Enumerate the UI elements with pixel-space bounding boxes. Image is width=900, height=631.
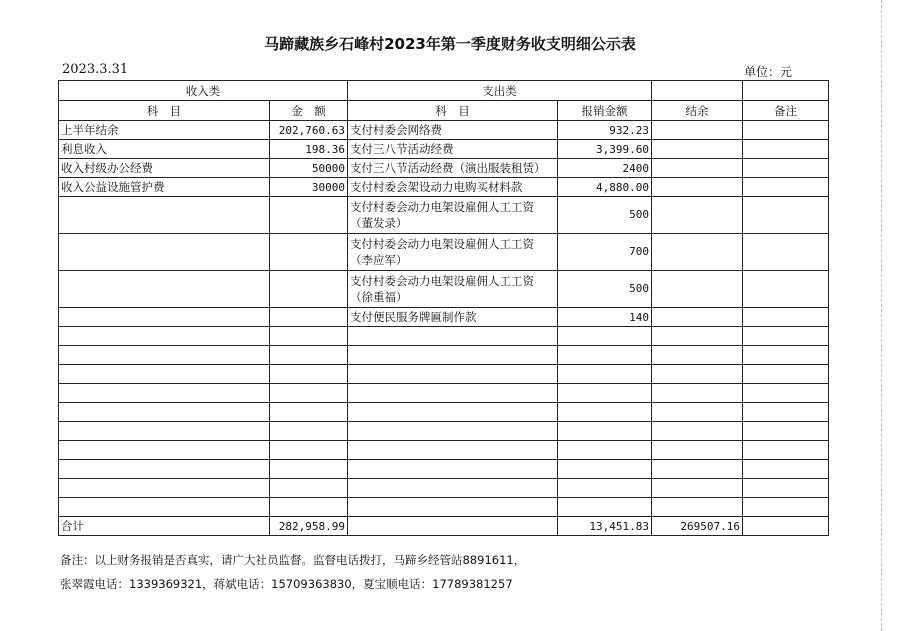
total-remark xyxy=(743,517,829,536)
empty-row xyxy=(59,460,829,479)
expense-amount: 3,399.60 xyxy=(558,140,652,159)
currency-unit: 单位：元 xyxy=(744,65,793,79)
income-item xyxy=(59,271,270,308)
empty-row xyxy=(59,403,829,422)
income-amount: 50000 xyxy=(270,159,348,178)
expense-amount: 2400 xyxy=(558,159,652,178)
income-amount: 198.36 xyxy=(270,140,348,159)
expense-item: 支付村委会网络费 xyxy=(348,121,558,140)
income-item xyxy=(59,234,270,271)
reimburse-amount-header: 报销金额 xyxy=(558,101,652,121)
expense-amount: 500 xyxy=(558,197,652,234)
remark-cell xyxy=(743,234,829,271)
empty-header-cell xyxy=(743,81,829,101)
expense-item: 支付村委会动力电架设雇佣人工工资（董发录） xyxy=(348,197,558,234)
income-amount xyxy=(270,308,348,327)
total-income-amount: 282,958.99 xyxy=(270,517,348,536)
expense-item: 支付三八节活动经费（演出服装租赁） xyxy=(348,159,558,178)
balance-cell xyxy=(652,197,743,234)
income-item: 收入村级办公经费 xyxy=(59,159,270,178)
expense-item: 支付村委会动力电架设雇佣人工工资（徐重福） xyxy=(348,271,558,308)
balance-cell xyxy=(652,159,743,178)
table-row xyxy=(59,159,829,178)
empty-row xyxy=(59,498,829,517)
total-balance: 269507.16 xyxy=(652,517,743,536)
remark-cell xyxy=(743,178,829,197)
income-item: 上半年结余 xyxy=(59,121,270,140)
total-expense-amount: 13,451.83 xyxy=(558,517,652,536)
table-row xyxy=(59,140,829,159)
table-row xyxy=(59,121,829,140)
table-row xyxy=(59,197,829,234)
expense-amount: 700 xyxy=(558,234,652,271)
expense-header: 支出类 xyxy=(348,81,652,101)
income-item xyxy=(59,197,270,234)
remark-cell xyxy=(743,197,829,234)
income-item xyxy=(59,308,270,327)
remark-cell xyxy=(743,121,829,140)
income-amount xyxy=(270,271,348,308)
expense-item: 支付村委会架设动力电购买材料款 xyxy=(348,178,558,197)
income-item: 利息收入 xyxy=(59,140,270,159)
income-item: 收入公益设施管护费 xyxy=(59,178,270,197)
remark-cell xyxy=(743,159,829,178)
balance-cell xyxy=(652,140,743,159)
balance-cell xyxy=(652,178,743,197)
note-line-1: 备注：以上财务报销是否真实，请广大社员监督。监督电话拨打，马蹄乡经管站8891611， xyxy=(60,553,526,567)
note-line-2: 张翠霞电话：1339369321，蒋斌电话：15709363830，夏宝顺电话：17789381257 xyxy=(60,577,513,591)
balance-cell xyxy=(652,234,743,271)
expense-amount: 932.23 xyxy=(558,121,652,140)
income-amount xyxy=(270,197,348,234)
empty-row xyxy=(59,346,829,365)
expense-amount: 500 xyxy=(558,271,652,308)
income-amount: 202,760.63 xyxy=(270,121,348,140)
expense-item-header: 科 目 xyxy=(348,101,558,121)
expense-item: 支付三八节活动经费 xyxy=(348,140,558,159)
table-row xyxy=(59,271,829,308)
table-row xyxy=(59,308,829,327)
balance-cell xyxy=(652,121,743,140)
income-item-header: 科 目 xyxy=(59,101,270,121)
balance-cell xyxy=(652,271,743,308)
empty-row xyxy=(59,384,829,403)
table-row xyxy=(59,234,829,271)
page-edge xyxy=(881,0,882,631)
empty-row xyxy=(59,327,829,346)
expense-item: 支付村委会动力电架设雇佣人工工资（李应军） xyxy=(348,234,558,271)
empty-row xyxy=(59,422,829,441)
income-amount xyxy=(270,234,348,271)
balance-header: 结余 xyxy=(652,101,743,121)
income-amount: 30000 xyxy=(270,178,348,197)
income-header: 收入类 xyxy=(59,81,348,101)
income-amount-header: 金 额 xyxy=(270,101,348,121)
empty-row xyxy=(59,441,829,460)
empty-row xyxy=(59,479,829,498)
expense-amount: 140 xyxy=(558,308,652,327)
total-row xyxy=(59,517,829,536)
balance-cell xyxy=(652,308,743,327)
expense-item: 支付便民服务牌匾制作款 xyxy=(348,308,558,327)
table-row xyxy=(59,178,829,197)
remark-cell xyxy=(743,271,829,308)
report-date: 2023.3.31 xyxy=(62,62,129,77)
page-title: 马蹄藏族乡石峰村2023年第一季度财务收支明细公示表 xyxy=(264,35,636,53)
remark-header: 备注 xyxy=(743,101,829,121)
empty-row xyxy=(59,365,829,384)
empty-header-cell xyxy=(652,81,743,101)
remark-cell xyxy=(743,308,829,327)
remark-cell xyxy=(743,140,829,159)
finance-table xyxy=(58,80,829,536)
expense-amount: 4,880.00 xyxy=(558,178,652,197)
total-label: 合计 xyxy=(59,517,270,536)
